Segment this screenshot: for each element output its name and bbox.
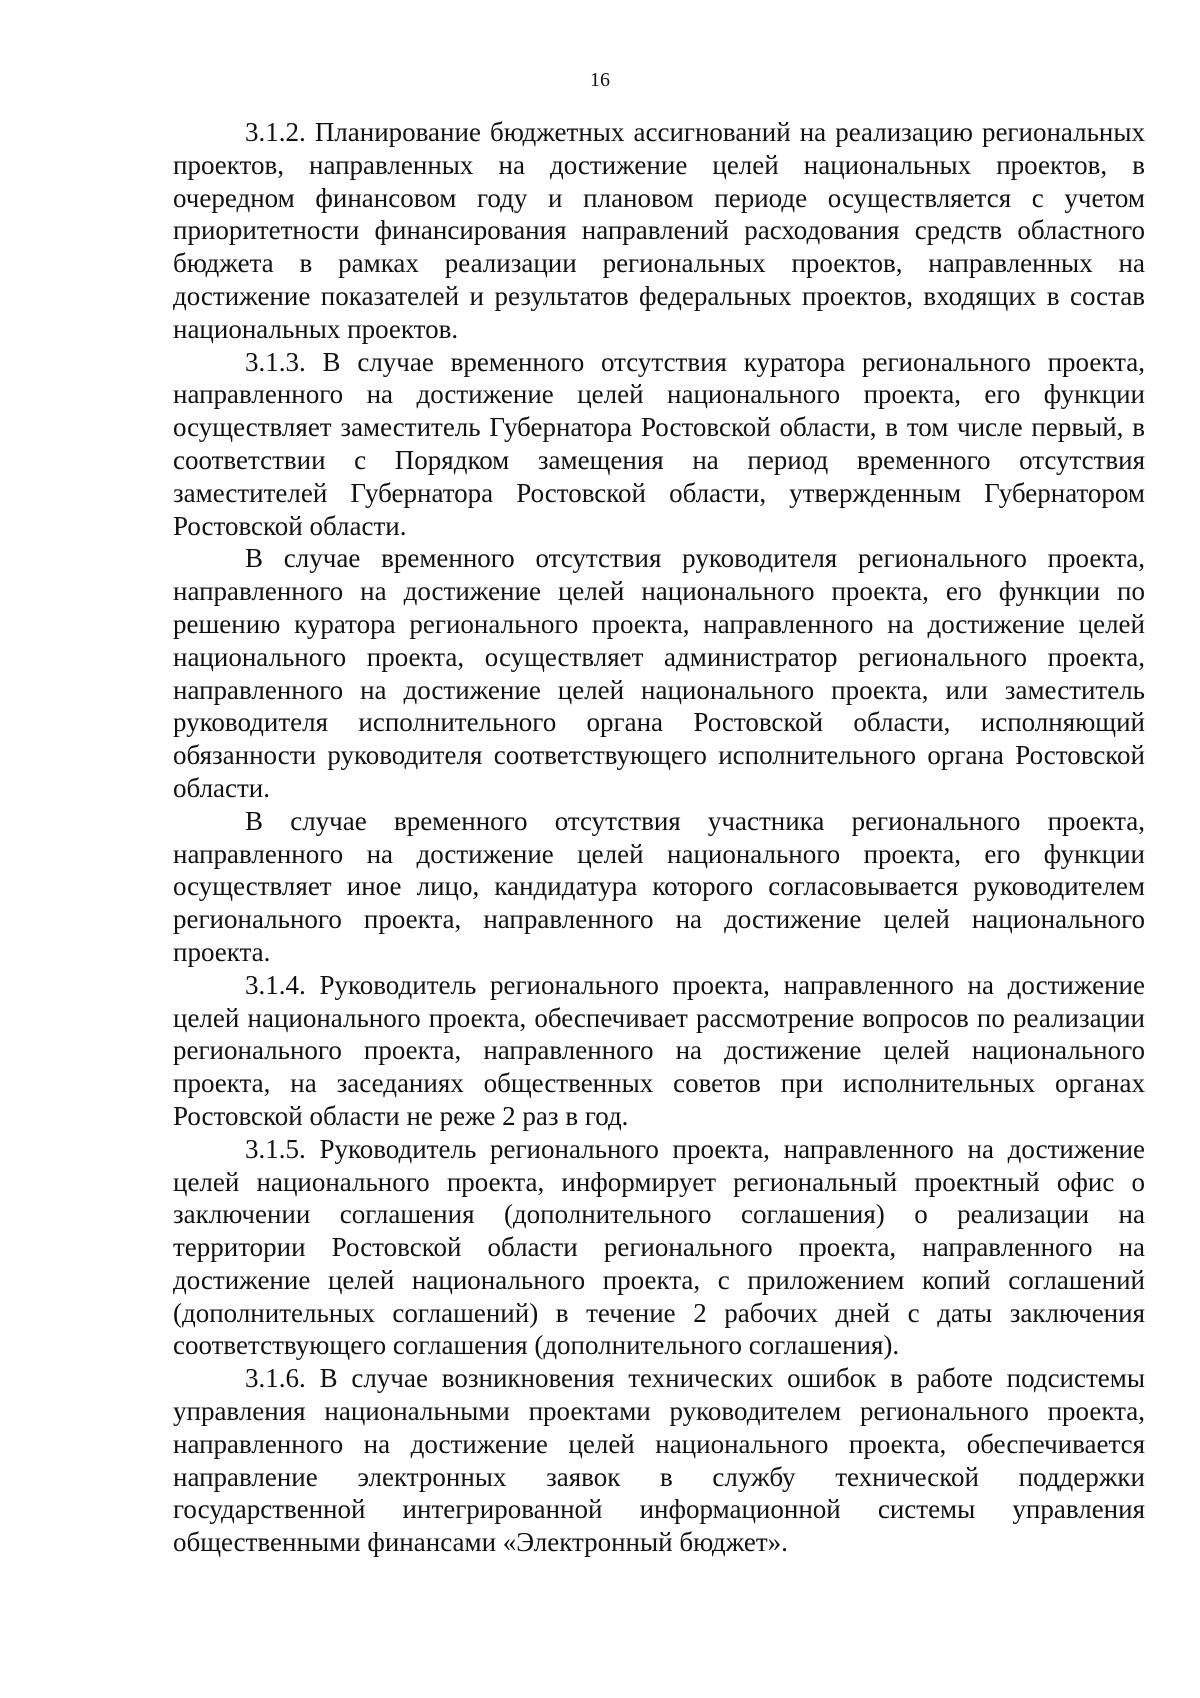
paragraph-head-absence: В случае временного отсутствия руководителя регионального проекта, направленного на достижение целей национального проекта, его функции по решению куратора регионального проекта, направленного на достижение целей национального проекта, осуществляет администратор регионального проекта, направленного на достижение целей национального проекта, или заместитель руководителя исполнительного органа Ростовской области, исполняющий обязанности руководителя соответствующего исполнительного органа Ростовской области.: [173, 543, 1145, 803]
paragraph-3-1-6: 3.1.6. В случае возникновения технических ошибок в работе подсистемы управления национальными проектами руководителем регионального проекта, направленного на достижение целей национального проекта, обеспечивается направление электронных заявок в службу технической поддержки государственной интегрированной информационной системы управления общественными финансами «Электронный бюджет».: [173, 1363, 1145, 1558]
paragraph-3-1-5: 3.1.5. Руководитель регионального проекта, направленного на достижение целей национального проекта, информирует региональный проектный офис о заключении соглашения (дополнительного соглашения) о реализации на территории Ростовской области регионального проекта, направленного на достижение целей национального проекта, с приложением копий соглашений (дополнительных соглашений) в течение 2 рабочих дней с даты заключения соответствующего соглашения (дополнительного соглашения).: [173, 1133, 1145, 1361]
paragraph-3-1-2: 3.1.2. Планирование бюджетных ассигнований на реализацию региональных проектов, направленных на достижение целей национальных проектов, в очередном финансовом году и плановом периоде осуществляется с учетом приоритетности финансирования направлений расходования средств областного бюджета в рамках реализации региональных проектов, направленных на достижение показателей и результатов федеральных проектов, входящих в состав национальных проектов.: [173, 117, 1145, 344]
document-body: [173, 116, 1145, 1559]
page-number: 16: [590, 69, 610, 91]
paragraph-3-1-4: 3.1.4. Руководитель регионального проекта, направленного на достижение целей национального проекта, обеспечивает рассмотрение вопросов по реализации регионального проекта, направленного на достижение целей национального проекта, на заседаниях общественных советов при исполнительных органах Ростовской области не реже 2 раз в год.: [173, 969, 1145, 1131]
paragraph-3-1-3: 3.1.3. В случае временного отсутствия куратора регионального проекта, направленного на достижение целей национального проекта, его функции осуществляет заместитель Губернатора Ростовской области, в том числе первый, в соответствии с Порядком замещения на период временного отсутствия заместителей Губернатора Ростовской области, утвержденным Губернатором Ростовской области.: [173, 346, 1145, 541]
paragraph-participant-absence: В случае временного отсутствия участника регионального проекта, направленного на достижение целей национального проекта, его функции осуществляет иное лицо, кандидатура которого согласовывается руководителем регионального проекта, направленного на достижение целей национального проекта.: [173, 805, 1145, 967]
